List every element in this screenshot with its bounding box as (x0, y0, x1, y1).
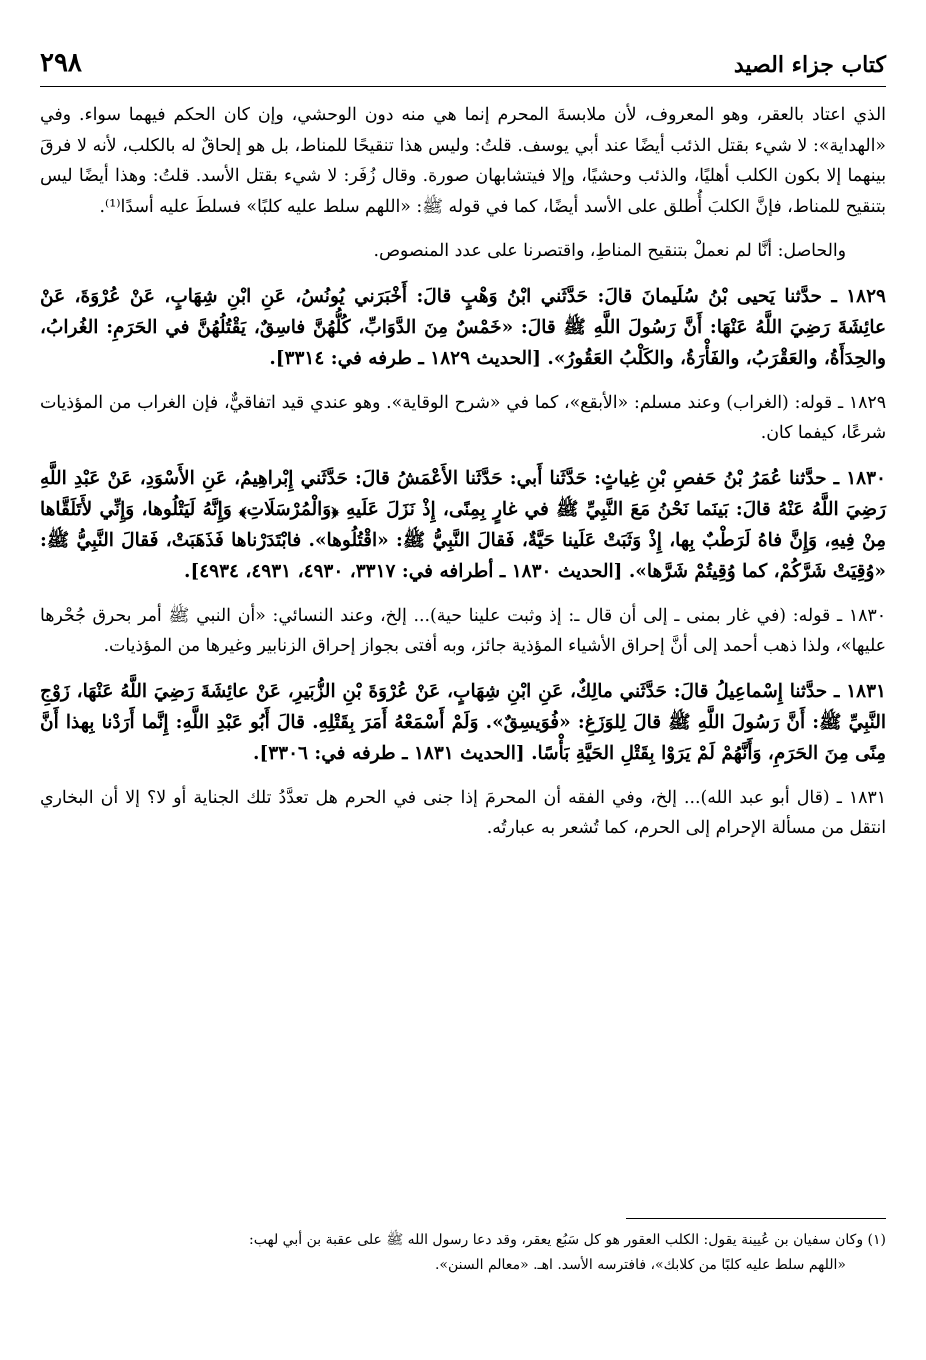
hadith-1829: ١٨٢٩ ـ حدَّثنا يَحيى بْنُ سُلَيمانَ قالَ: حَدَّثَني ابْنُ وَهْبٍ قالَ: أَخْبَرَني يُونُسُ، عَنِ ابْنِ شِهَابٍ، عَنْ عُرْوَةَ، عَنْ عائِشَةَ رَضِيَ اللَّهُ عَنْهَا: أَنَّ رَسُولَ اللَّهِ ﷺ قالَ: «خَمْسٌ مِنَ الدَّوَابِّ، كُلُّهُنَّ فاسِقٌ، يَقْتُلُهُنَّ في الحَرَمِ: الغُرابُ، والحِدَأَةُ، والعَقْرَبُ، والفَأْرَةُ، والكَلْبُ العَقُورُ». [الحديث ١٨٢٩ ـ طرفه في: ٣٣١٤]. (40, 285, 886, 369)
summary-paragraph: والحاصل: أنَّا لم نعملْ بتنقيح المناطِ، واقتصرنا على عدد المنصوص. (373, 241, 846, 261)
hadith-1830: ١٨٣٠ ـ حدَّثنا عُمَرُ بْنُ حَفصِ بْنِ غِياثٍ: حَدَّثَنا أَبي: حَدَّثَنا الأَعْمَشُ قالَ: حَدَّثَني إِبْراهِيمُ، عَنِ الأَسْوَدِ، عَنْ عَبْدِ اللَّهِ رَضِيَ اللَّهُ عَنْهُ قالَ: بَينَما نَحْنُ مَعَ النَّبِيِّ ﷺ في غارٍ بِمِنًى، إِذْ نَزَلَ عَلَيهِ ﴿وَالْمُرْسَلَاتِ﴾ وَإِنَّهُ لَيَتْلُوها، وَإِنِّي لأَتَلَقَّاها مِنْ فِيهِ، وَإِنَّ فاهُ لَرَطْبٌ بِها، إِذْ وَثَبَتْ عَلَينا حَيَّةٌ، فَقالَ النَّبِيُّ ﷺ: «اقْتُلُوها». فابْتَدَرْناها فَذَهَبَتْ، فَقالَ النَّبِيُّ ﷺ: «وُقِيَتْ شَرَّكُمْ، كما وُقِيتُمْ شَرَّها». [الحديث ١٨٣٠ ـ أطرافه في: ٣٣١٧، ٤٩٣٠، ٤٩٣١، ٤٩٣٤]. (40, 467, 886, 582)
page-number: ٢٩٨ (40, 48, 82, 78)
footnotes (40, 1228, 886, 1278)
hadith-1831: ١٨٣١ ـ حدَّثنا إِسْماعِيلُ قالَ: حَدَّثَني مالِكٌ، عَنِ ابْنِ شِهَابٍ، عَنْ عُرْوَةَ بْنِ الزُّبَيرِ، عَنْ عائِشَةَ رَضِيَ اللَّهُ عَنْهَا، زَوْجِ النَّبِيِّ ﷺ: أَنَّ رَسُولَ اللَّهِ ﷺ قالَ لِلوَزَغِ: «فُوَيسِقٌ». وَلَمْ أَسْمَعْهُ أَمَرَ بِقَتْلِهِ. قالَ أَبُو عَبْدِ اللَّهِ: إِنَّما أَرَدْنا بِهذا أَنَّ مِنًى مِنَ الحَرَمِ، وَأَنَّهُمْ لَمْ يَرَوْا بِقَتْلِ الحَيَّةِ بَأْسًا. [الحديث ١٨٣١ ـ طرفه في: ٣٣٠٦]. (40, 680, 886, 764)
page-header (40, 48, 886, 87)
footnote-line-1: (١) وكان سفيان بن عُيينة يقول: الكلب العقور هو كل سَبُع يعقر، وقد دعا رسول الله ﷺ على عقبة بن أبي لهب: (249, 1232, 886, 1248)
commentary-1829: ١٨٢٩ ـ قوله: (الغراب) وعند مسلم: «الأبقع»، كما في «شرح الوقاية». وهو عندي قيد اتفاقيٌّ، فإن الغراب من المؤذيات شرعًا، كيفما كان. (40, 392, 886, 443)
main-text (40, 100, 886, 858)
commentary-paragraph: الذي اعتاد بالعقر، وهو المعروف، لأن ملابسةَ المحرم إنما هي منه دون الوحشي، وإن كان الحكم فيهما سواء. وفي «الهداية»: لا شيء بقتل الذئب أيضًا عند أبي يوسف. قلتُ: وليس هذا تنقيحًا للمناط، بل هو إلحاقٌ له بالكلب، لأنه لا فرقَ بينهما إلا بكون الكلب أهليًا، والذئب وحشيًا، وإلا فيتشابهان صورة. وقال زُفَر: لا شيء بقتل الأسد. قلتُ: وهذا أيضًا ليس بتنقيح للمناط، فإنَّ الكلبَ أُطلق على الأسد أيضًا، كما في قوله ﷺ: «اللهم سلط عليه كلبًا» فسلطَ عليه أسدًا⁽¹⁾. (40, 105, 886, 217)
commentary-1830: ١٨٣٠ ـ قوله: (في غار بمنى ـ إلى أن قال ـ: إذ وثبت علينا حية)... إلخ، وعند النسائي: «أن النبي ﷺ أمر بحرق جُحْرها عليها»، ولذا ذهب أحمد إلى أنَّ إحراق الأشياء المؤذية جائز، وبه أفتى بجواز إحراق الزنابير وغيرها من المؤذيات. (40, 605, 886, 656)
commentary-1831: ١٨٣١ ـ (قال أبو عبد الله)... إلخ، وفي الفقه أن المحرمَ إذا جنى في الحرم هل تعدَّدُ تلك الجناية أو لا؟ إلا أن البخاري انتقل من مسألة الإحرام إلى الحرم، كما تُشعر به عبارتُه. (40, 787, 886, 838)
footnote-line-2: «اللهم سلط عليه كلبًا من كلابك»، فافترسه الأسد. اهـ. «معالم السنن». (434, 1257, 846, 1273)
footnote-divider (626, 1218, 886, 1219)
book-title: كتاب جزاء الصيد (733, 52, 886, 78)
